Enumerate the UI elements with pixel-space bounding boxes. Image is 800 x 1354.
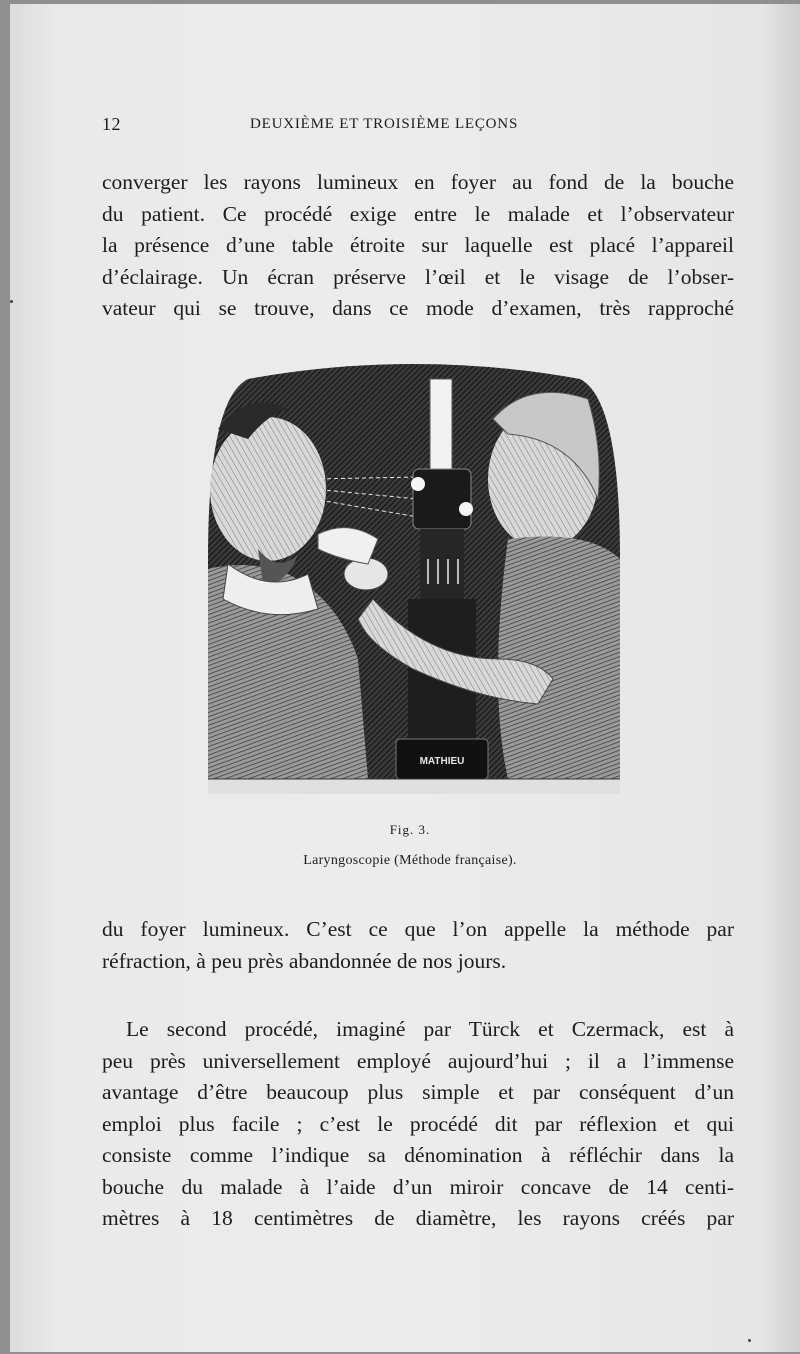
text-line: bouche du malade à l’aide d’un miroir concave de 14 centi- xyxy=(102,1174,734,1199)
text-line: avantage d’être beaucoup plus simple et par conséquent d’un xyxy=(102,1080,734,1104)
figure-label: Fig. 3. xyxy=(389,822,431,837)
engraving-illustration xyxy=(208,359,620,794)
text-line: du patient. Ce procédé exige entre le malade et l’observateur xyxy=(102,201,734,226)
text-line: consiste comme l’indique sa dénomination à réfléchir dans la xyxy=(102,1143,734,1167)
paragraph-bottom xyxy=(102,1014,734,1235)
text-line: converger les rayons lumineux en foyer au fond de la bouche xyxy=(102,170,734,194)
paragraph-top xyxy=(102,167,734,325)
text-line: Le second procédé, imaginé par Türck et Czermack, est à xyxy=(126,1017,734,1041)
lamp-inscription: MATHIEU xyxy=(419,756,465,767)
text-line: la présence d’une table étroite sur laquelle est placé l’appareil xyxy=(102,233,734,257)
paragraph-middle xyxy=(102,914,734,977)
book-page xyxy=(10,4,800,1352)
text-line: d’éclairage. Un écran préserve l’œil et le visage de l’obser- xyxy=(102,264,734,289)
text-line: vateur qui se trouve, dans ce mode d’examen, très rapproché xyxy=(102,296,734,320)
text-line: mètres à 18 centimètres de diamètre, les rayons créés par xyxy=(102,1206,734,1230)
running-title: DEUXIÈME ET TROISIÈME LEÇONS xyxy=(250,116,519,132)
text-line: emploi plus facile ; c’est le procédé dit par réflexion et qui xyxy=(102,1111,734,1136)
figure-caption: Laryngoscopie (Méthode française). xyxy=(303,853,517,868)
text-line: réfraction, à peu près abandonnée de nos jours. xyxy=(102,948,507,973)
laryngoscopy-engraving xyxy=(208,359,620,794)
text-line: du foyer lumineux. C’est ce que l’on appelle la méthode par xyxy=(102,917,734,941)
text-line: peu près universellement employé aujourd’hui ; il a l’immense xyxy=(102,1048,734,1073)
running-head xyxy=(102,114,732,138)
paper-speck xyxy=(748,1339,751,1342)
page-number: 12 xyxy=(102,114,121,134)
paper-speck xyxy=(10,300,13,303)
